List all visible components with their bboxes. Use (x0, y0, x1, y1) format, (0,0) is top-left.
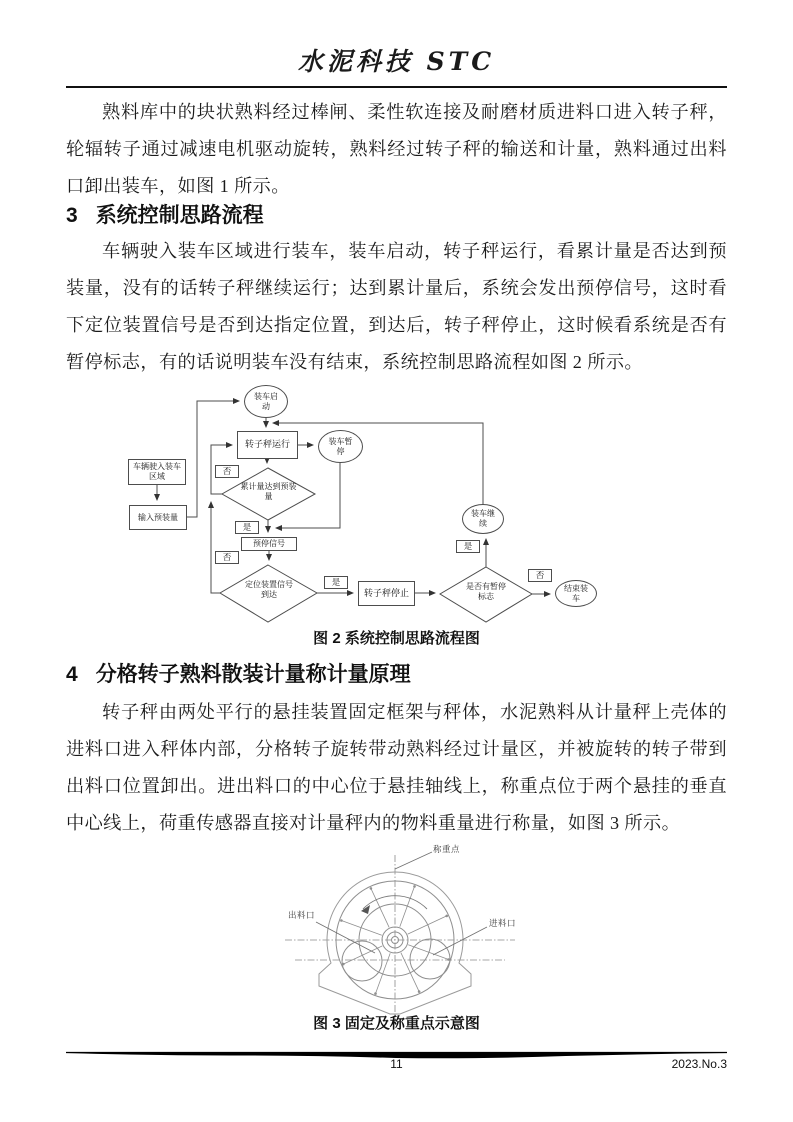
outlet-port-circle (342, 941, 382, 981)
section-4-title: 分格转子熟料散装计量称计量原理 (95, 663, 411, 686)
section-4-heading (66, 658, 727, 688)
section-3-heading (66, 199, 727, 229)
flow-label-no-position: 否 (215, 551, 239, 564)
rotor-centerlines (285, 855, 515, 1019)
section-4-paragraph: 转子秤由两处平行的悬挂装置固定框架与秤体，水泥熟料从计量秤上壳体的进料口进入秤体内部，分格转子旋转带动熟料经过计量区，并被旋转的转子带到出料口位置卸出。进出料口的中心位于悬挂轴线上，称重点位于两个悬挂的垂直中心线上，荷重传感器直接对计量秤内的物料重量进行称量，如图 3 所示。 (66, 702, 727, 833)
section-4-number: 4 (66, 663, 78, 686)
flow-label-yes-pause: 是 (456, 540, 480, 553)
figure3-caption: 图 3 固定及称重点示意图 (313, 1015, 480, 1032)
flow-label-no-pause: 否 (528, 569, 552, 582)
flow-node-pause-flag-label: 是否有暂停标志 (466, 582, 506, 601)
flow-node-accum-check-label: 累计量达到预装量 (240, 482, 297, 501)
inlet-port-label: 进料口 (489, 918, 517, 928)
inlet-port-circle (410, 939, 450, 979)
figure3-rotor-diagram (283, 843, 518, 1021)
flow-node-position-check-label: 定位装置信号到达 (245, 580, 293, 599)
leader-lines (316, 852, 487, 955)
flow-node-vehicle-enter: 车辆驶入装车区域 (128, 459, 186, 485)
header-rule (66, 86, 727, 88)
flow-node-scale-run: 转子秤运行 (237, 431, 298, 459)
section-3-number: 3 (66, 204, 78, 227)
flow-label-yes-position: 是 (324, 576, 348, 589)
flow-node-loading-continue: 装车继续 (462, 504, 504, 534)
section-3-paragraph: 车辆驶入装车区域进行装车，装车启动，转子秤运行，看累计量是否达到预装量，没有的话转子秤继续运行；达到累计量后，系统会发出预停信号，这时看下定位装置信号是否到达指定位置，到达后，转子秤停止，这时候看系统是否有暂停标志，有的话说明装车没有结束，系统控制思路流程如图 2 所示。 (66, 241, 727, 372)
flow-node-loading-pause: 装车暂停 (318, 430, 363, 463)
journal-header-title: 水泥科技 STC (297, 47, 496, 76)
flow-node-prestop-signal: 预停信号 (241, 537, 297, 551)
footer-page-number: 11 (390, 1057, 403, 1071)
weighing-point-label: 称重点 (433, 844, 461, 854)
section-3-title: 系统控制思路流程 (95, 204, 264, 227)
flow-node-end: 结束装车 (555, 580, 597, 607)
flow-node-input-preset: 输入预装量 (129, 505, 187, 530)
flow-node-start: 装车启动 (244, 385, 288, 418)
flow-label-yes-accum: 是 (235, 521, 259, 534)
figure2-caption: 图 2 系统控制思路流程图 (313, 630, 480, 647)
outlet-port-label: 出料口 (288, 910, 316, 920)
flow-node-scale-stop: 转子秤停止 (358, 581, 415, 606)
flowchart-arrows (157, 401, 550, 594)
intro-paragraph: 熟料库中的块状熟料经过棒闸、柔性软连接及耐磨材质进料口进入转子秤，轮辐转子通过减速电机驱动旋转，熟料经过转子秤的输送和计量，熟料通过出料口卸出装车，如图 1 所示。 (66, 102, 727, 196)
flow-label-no-accum: 否 (215, 465, 239, 478)
footer-issue: 2023.No.3 (671, 1057, 727, 1071)
rotor-diagram-svg (283, 843, 518, 1021)
figure2-flowchart (100, 382, 700, 632)
footer-rule (66, 1047, 727, 1056)
